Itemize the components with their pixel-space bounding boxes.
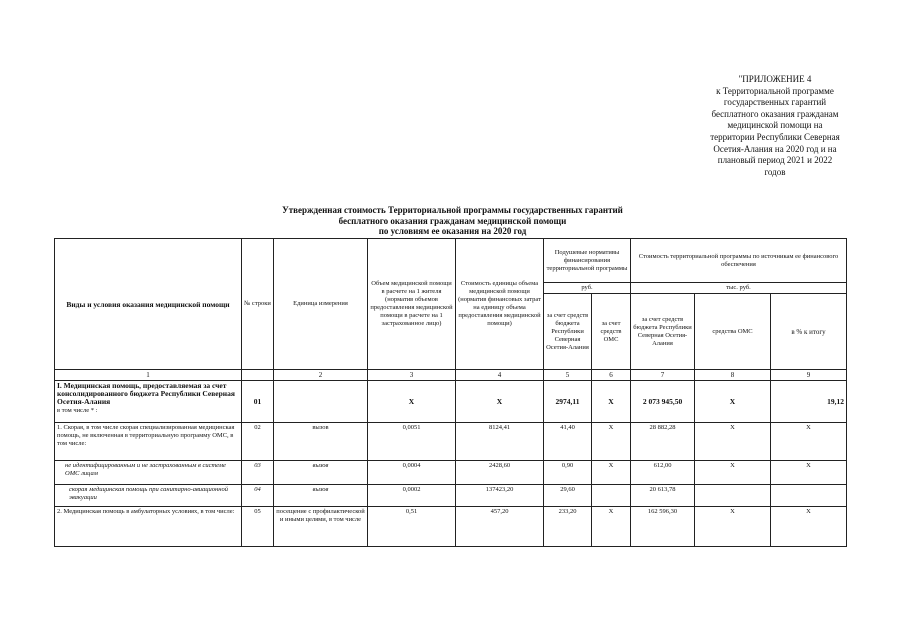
row-percent: 19,12 <box>771 381 847 423</box>
title-line: бесплатного оказания гражданам медицинской помощи <box>338 215 567 226</box>
table-row <box>55 423 847 461</box>
row-line: 04 <box>242 485 274 507</box>
row-cost-oms: Х <box>695 423 771 461</box>
row-volume: Х <box>368 381 456 423</box>
row-cost-oms: Х <box>695 461 771 485</box>
header-percent: в % к итогу <box>771 294 847 370</box>
row-unit: посещение с профилактической и иными целями, в том числе <box>274 507 368 547</box>
row-volume: 0,51 <box>368 507 456 547</box>
row-volume: 0,0004 <box>368 461 456 485</box>
table-row <box>55 507 847 547</box>
col-number: 1 <box>55 370 242 381</box>
header-cost-oms: средства ОМС <box>695 294 771 370</box>
header-program-cost: Стоимость территориальной программы по источникам ее финансового обеспечения <box>631 239 847 283</box>
row-pc-budget: 233,20 <box>544 507 592 547</box>
row-cost-budget: 20 613,78 <box>631 485 695 507</box>
appendix-line: Осетия-Алания на 2020 год и на <box>713 143 837 154</box>
appendix-line: территории Республики Северная <box>710 131 840 142</box>
row-pc-oms: Х <box>592 381 631 423</box>
appendix-line: плановый период 2021 и 2022 <box>717 155 833 166</box>
row-pc-oms: Х <box>592 507 631 547</box>
row-unit: вызов <box>274 485 368 507</box>
row-name: не идентифицированным и не застрахованным в системе ОМС лицам <box>55 461 242 485</box>
row-cost-oms: Х <box>695 381 771 423</box>
row-pc-budget: 41,40 <box>544 423 592 461</box>
row-pc-oms: Х <box>592 461 631 485</box>
row-cost-oms: Х <box>695 507 771 547</box>
col-number: 6 <box>592 370 631 381</box>
table-row <box>55 461 847 485</box>
header-pc-oms: за счет средств ОМС <box>592 294 631 370</box>
appendix-line: годов <box>764 166 786 177</box>
header-unit-cost: Стоимость единицы объема медицинской помощи (норматив финансовых затрат на единицу объема предоставления медицинской помощи) <box>456 239 544 370</box>
cost-table <box>54 238 847 547</box>
row-pc-budget: 29,60 <box>544 485 592 507</box>
row-line: 01 <box>242 381 274 423</box>
row-unit: вызов <box>274 423 368 461</box>
col-number: 4 <box>456 370 544 381</box>
row-unit-cost: 2428,60 <box>456 461 544 485</box>
appendix-line: "ПРИЛОЖЕНИЕ 4 <box>738 74 812 84</box>
row-unit-cost: 8124,41 <box>456 423 544 461</box>
row-cost-budget: 162 596,30 <box>631 507 695 547</box>
row-percent <box>771 485 847 507</box>
appendix-line: медицинской помощи на <box>727 120 823 131</box>
row-cost-budget: 2 073 945,50 <box>631 381 695 423</box>
header-per-capita: Подушевые нормативы финансирования территориальной программы <box>544 239 631 283</box>
row-unit: вызов <box>274 461 368 485</box>
row-line: 03 <box>242 461 274 485</box>
header-cost-budget: за счет средств бюджета Республики Северная Осетия-Алания <box>631 294 695 370</box>
row-unit-cost: Х <box>456 381 544 423</box>
row-line: 02 <box>242 423 274 461</box>
row-pc-oms <box>592 485 631 507</box>
appendix-line: бесплатного оказания гражданам <box>711 108 839 119</box>
row-pc-budget: 0,90 <box>544 461 592 485</box>
row-line: 05 <box>242 507 274 547</box>
header-volume: Объем медицинской помощи в расчете на 1 жителя (норматив объемов предоставления медицинской помощи в расчете на 1 застрахованное лицо) <box>368 239 456 370</box>
table-row <box>55 381 847 423</box>
document-title <box>240 205 665 237</box>
row-percent: Х <box>771 461 847 485</box>
row-pc-budget: 2974,11 <box>544 381 592 423</box>
title-line: по условиям ее оказания на 2020 год <box>378 226 527 236</box>
row-unit <box>274 381 368 423</box>
header-unit: Единица измерения <box>274 239 368 370</box>
row-pc-oms: Х <box>592 423 631 461</box>
row-name: 1. Скорая, в том числе скорая специализированная медицинская помощь, не включенная в территориальную программу ОМС, в том числе: <box>55 423 242 461</box>
col-number: 5 <box>544 370 592 381</box>
row-note: в том числе * : <box>57 407 98 414</box>
row-percent: Х <box>771 507 847 547</box>
row-percent: Х <box>771 423 847 461</box>
row-name <box>55 381 242 423</box>
col-number-blank <box>242 370 274 381</box>
col-number: 3 <box>368 370 456 381</box>
row-unit-cost: 457,20 <box>456 507 544 547</box>
header-unit-thousand-rub: тыс. руб. <box>631 283 847 294</box>
row-cost-budget: 28 882,28 <box>631 423 695 461</box>
row-name: скорая медицинская помощь при санитарно-авиационной эвакуации <box>55 485 242 507</box>
table-row <box>55 485 847 507</box>
row-name-text: I. Медицинская помощь, предоставляемая за счет консолидированного бюджета Республики Северная Осетия-Алания <box>57 381 235 406</box>
header-pc-budget: за счет средств бюджета Республики Северная Осетия-Алания <box>544 294 592 370</box>
appendix-caption <box>690 74 860 178</box>
title-line: Утвержденная стоимость Территориальной программы государственных гарантий <box>282 205 623 215</box>
col-number: 7 <box>631 370 695 381</box>
appendix-line: к Территориальной программе <box>716 85 834 96</box>
row-cost-oms <box>695 485 771 507</box>
header-unit-rub: руб. <box>544 283 631 294</box>
col-number: 2 <box>274 370 368 381</box>
header-kinds: Виды и условия оказания медицинской помощи <box>55 239 242 370</box>
appendix-line: государственных гарантий <box>723 97 827 108</box>
col-number: 9 <box>771 370 847 381</box>
row-unit-cost: 137423,20 <box>456 485 544 507</box>
row-name: 2. Медицинская помощь в амбулаторных условиях, в том числе: <box>55 507 242 547</box>
row-cost-budget: 612,00 <box>631 461 695 485</box>
row-volume: 0,0051 <box>368 423 456 461</box>
row-volume: 0,0002 <box>368 485 456 507</box>
col-number: 8 <box>695 370 771 381</box>
header-line-number: № строки <box>242 239 274 370</box>
